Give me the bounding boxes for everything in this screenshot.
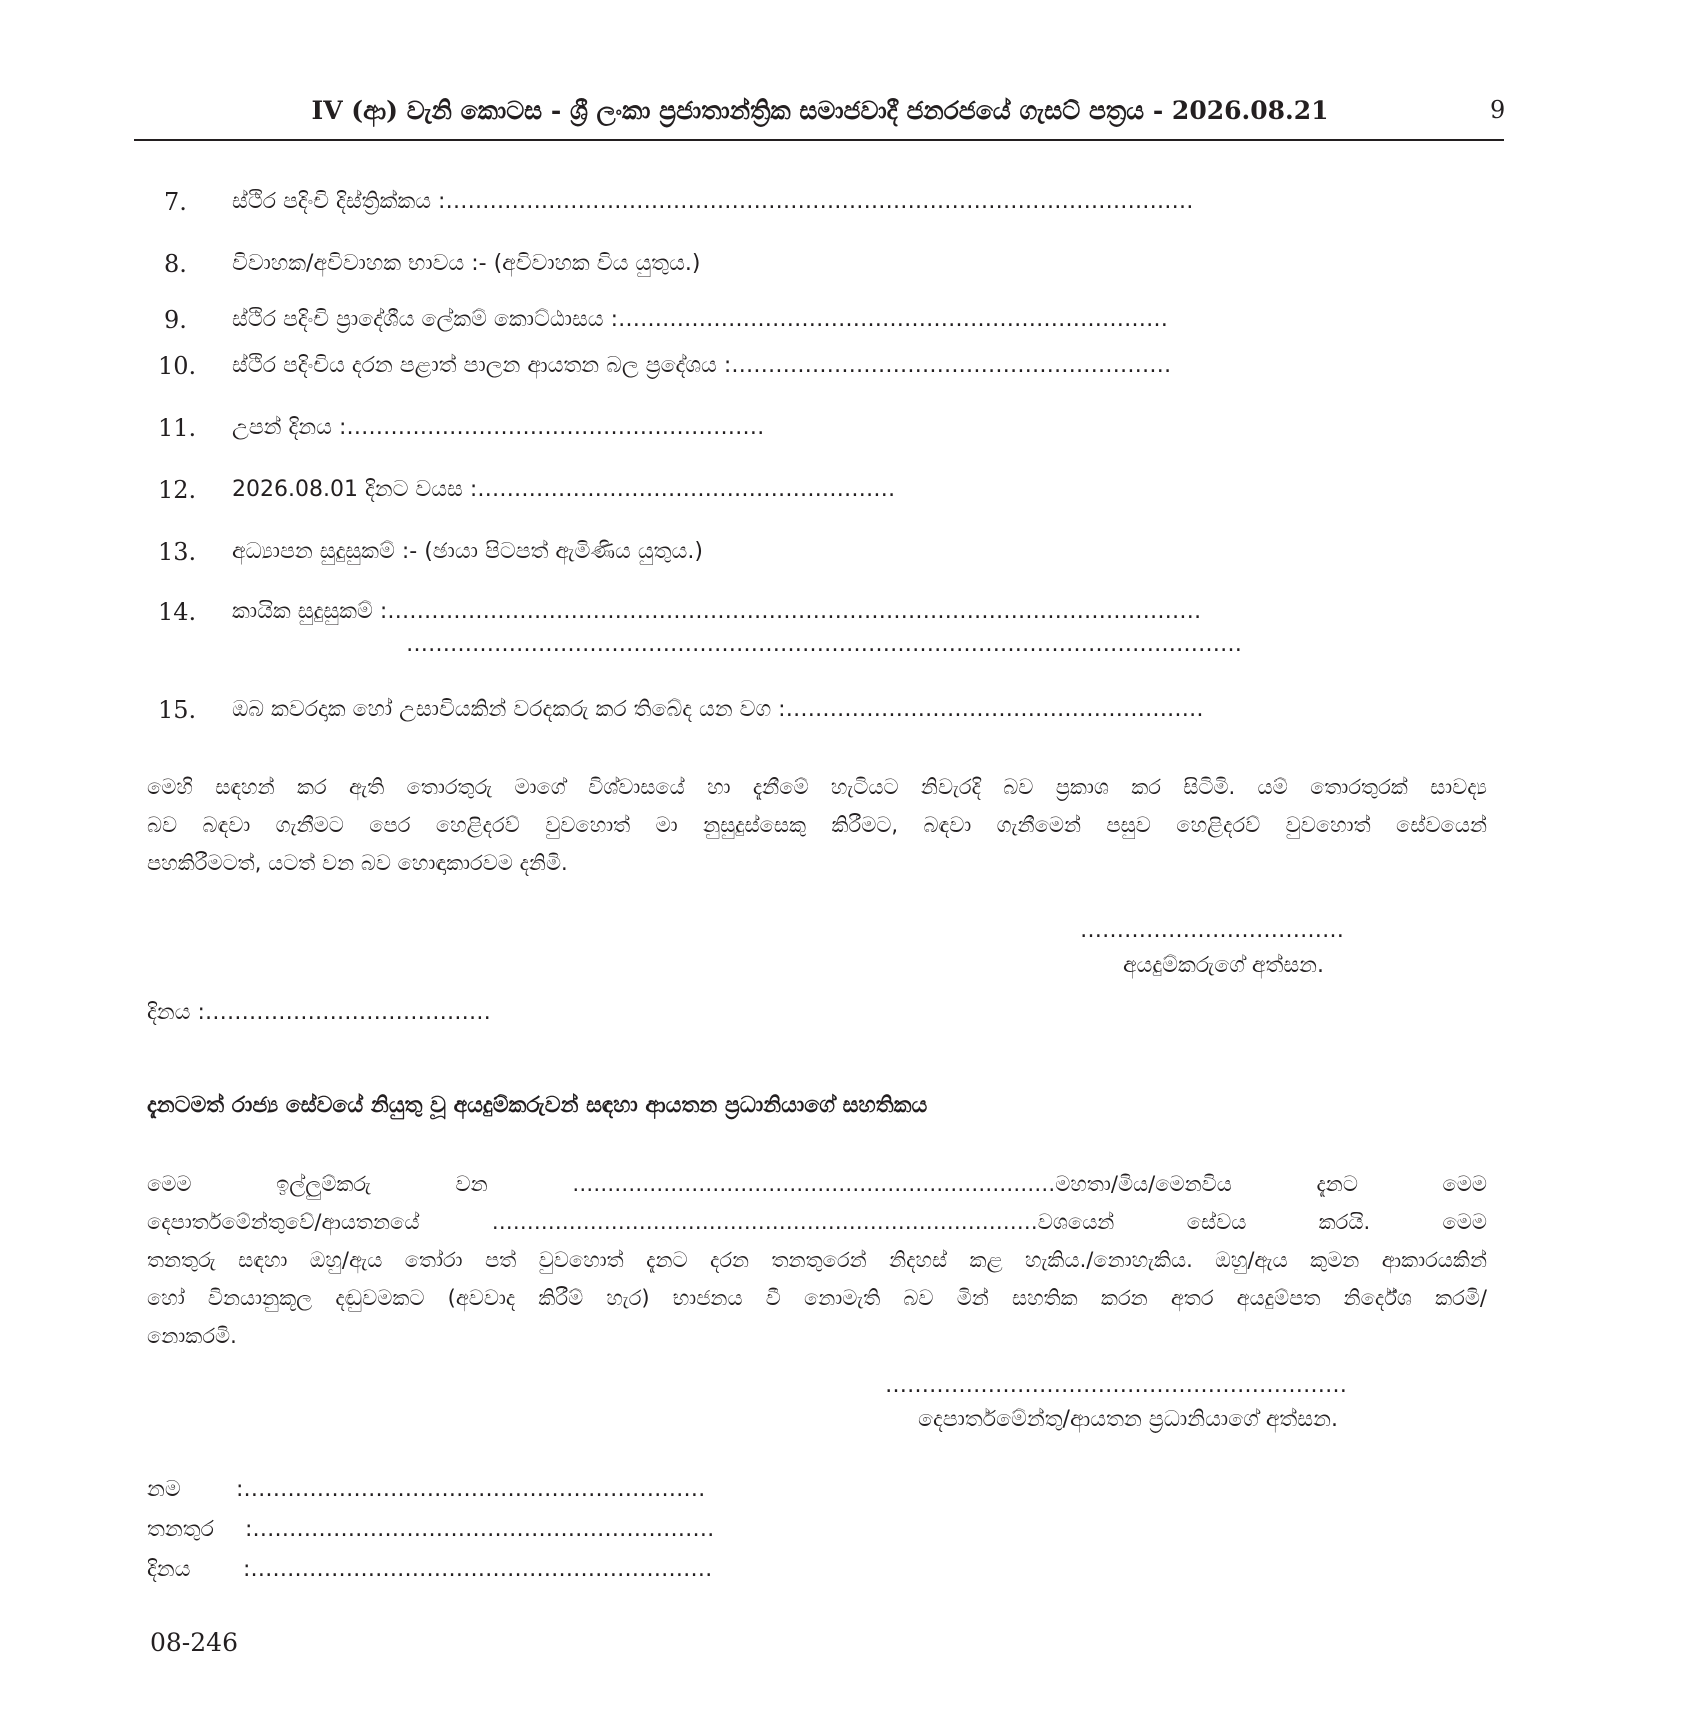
officer-name-label: නම bbox=[147, 1477, 181, 1502]
applicant-signature-line: ……………………………… bbox=[1080, 918, 1344, 943]
declaration-paragraph bbox=[147, 768, 1487, 882]
gazette-header-title: IV (ආ) වැනි කොටස - ශ්‍රී ලංකා ප්‍රජාතාන්ත්‍රික සමාජවාදී ජනරජයේ ගැසට් පත්‍රය - 2026.08.21 bbox=[311, 96, 1329, 125]
item-number: 14. bbox=[158, 598, 197, 626]
item-number: 10. bbox=[158, 352, 197, 380]
certificate-line: හෝ විනයානුකූල දඬුවමකට (අවවාද කිරීම් හැර) භාජනය වී නොමැති බව මින් සහතික කරන අතර අයදුම්පත නිර්දේශ කරමි/ bbox=[147, 1286, 1487, 1310]
date-field: දිනය :………………………………… bbox=[147, 1000, 491, 1025]
certificate-line: තනතුරු සඳහා ඔහු/ඇය තෝරා පත් වුවහොත් දැනට දරන තනතුරෙන් නිදහස් කළ හැකිය./නොහැකිය. ඔහු/ඇය කුමන ආකාරයකින් bbox=[147, 1248, 1487, 1272]
item-continuation-dots: …………………………………………………………………………………………………… bbox=[406, 632, 1242, 657]
certificate-line: නොකරමි. bbox=[147, 1324, 237, 1348]
certificate-line: මෙම ඉල්ලුම්කරු වන ……………………………………………………………මහතා/මිය/මෙනවිය දැනට මෙම bbox=[147, 1172, 1487, 1196]
item-text: ස්ථිර පදිංචිය දරන පළාත් පාලන ආයතන බල ප්‍රදේශය :…………………………………………………… bbox=[232, 353, 1172, 378]
page-number: 9 bbox=[1490, 96, 1506, 124]
officer-date-label: දිනය bbox=[147, 1557, 191, 1582]
footer-code: 08-246 bbox=[150, 1628, 238, 1657]
certificate-heading: දැනටමත් රාජ්‍ය සේවයේ නියුතු වූ අයදුම්කරුවන් සඳහා ආයතන ප්‍රධානියාගේ සහතිකය bbox=[147, 1093, 928, 1118]
item-text: උපන් දිනය :………………………………………………… bbox=[232, 415, 765, 440]
officer-name-dots: :……………………………………………………… bbox=[236, 1477, 706, 1502]
item-number: 15. bbox=[158, 696, 197, 724]
certificate-line: දෙපාර්තමේන්තුවේ/ආයතනයේ ……………………………………………………………………වශයෙන් සේවය කරයි. මෙම bbox=[147, 1210, 1487, 1234]
head-signature-line: ……………………………………………………… bbox=[885, 1373, 1347, 1398]
item-number: 12. bbox=[158, 476, 197, 504]
head-signature-label: දෙපාර්තමේන්තු/ආයතන ප්‍රධානියාගේ අත්සන. bbox=[918, 1407, 1338, 1432]
officer-date-dots: :……………………………………………………… bbox=[243, 1557, 713, 1582]
item-number: 9. bbox=[164, 306, 187, 334]
applicant-signature-label: අයදුම්කරුගේ අත්සන. bbox=[1123, 953, 1325, 978]
item-text: ස්ථිර පදිංචි ප්‍රාදේශීය ලේකම් කොට්ඨාසය :………………………………………………………………… bbox=[232, 307, 1168, 332]
item-number: 7. bbox=[164, 188, 187, 216]
item-text: අධ්‍යාපන සුදුසුකම් :- (ඡායා පිටපත් ඇමිණිය යුතුය.) bbox=[232, 539, 703, 564]
item-text: ස්ථිර පදිංචි දිස්ත්‍රික්කය :………………………………………………………………………………………… bbox=[232, 189, 1194, 214]
header-divider bbox=[134, 139, 1504, 141]
item-text: ඔබ කවරදාක හෝ උසාවියකින් වරදකරු කර තිබේද යන වග :………………………………………………… bbox=[232, 697, 1204, 722]
declaration-line: පහකිරීමටත්, යටත් වන බව හොඳාකාරවම දනිමි. bbox=[147, 851, 568, 875]
declaration-line: බව බඳවා ගැනීමට පෙර හෙළිදරව් වුවහොත් මා නුසුදුස්සෙකු කිරීමට, බඳවා ගැනීමෙන් පසුව හෙළිදරව් වුවහොත් සේවයෙන් bbox=[147, 813, 1487, 837]
officer-position-dots: :……………………………………………………… bbox=[245, 1517, 715, 1542]
officer-position-label: තනතුර bbox=[147, 1517, 214, 1542]
certificate-paragraph bbox=[147, 1165, 1487, 1355]
item-number: 13. bbox=[158, 538, 197, 566]
item-text: කායික සුදුසුකම් :………………………………………………………………………………………………… bbox=[232, 599, 1202, 624]
item-text: 2026.08.01 දිනට වයස :………………………………………………… bbox=[232, 477, 896, 502]
item-number: 11. bbox=[158, 414, 197, 442]
item-text: විවාහක/අවිවාහක භාවය :- (අවිවාහක විය යුතුය.) bbox=[232, 251, 701, 276]
item-number: 8. bbox=[164, 250, 187, 278]
declaration-line: මෙහි සඳහන් කර ඇති තොරතුරු මාගේ විශ්වාසයේ හා දැනීමේ හැටියට නිවැරදි බව ප්‍රකාශ කර සිටිමි. යම් තොරතුරක් සාවද්‍ය bbox=[147, 775, 1487, 799]
